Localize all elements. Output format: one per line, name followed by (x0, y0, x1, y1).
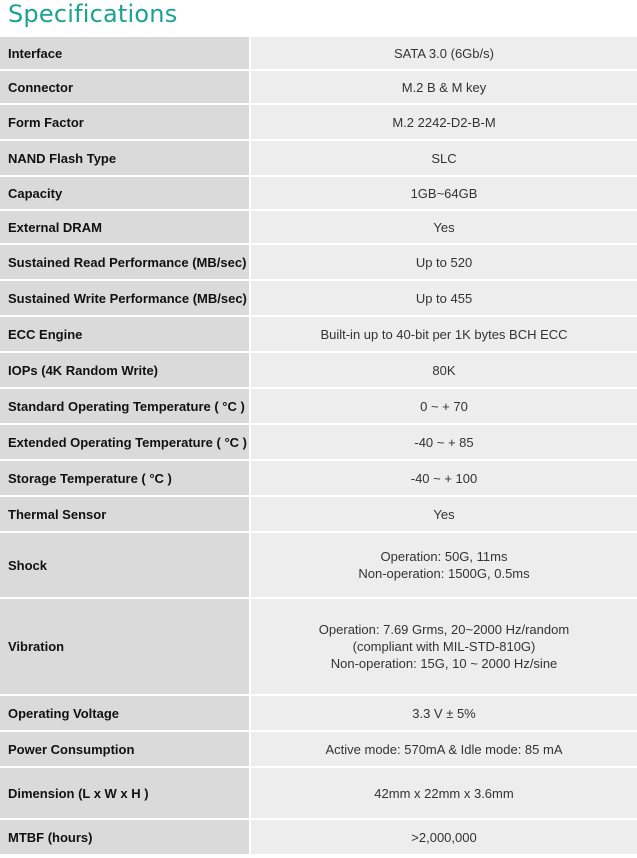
spec-value (249, 425, 637, 459)
spec-label: Dimension (L x W x H ) (0, 768, 249, 818)
spec-value-line: Operation: 50G, 11ms (380, 549, 508, 564)
spec-value-line: 1GB~64GB (410, 185, 478, 201)
table-row (0, 71, 637, 103)
spec-value-line: Non-operation: 15G, 10 ~ 2000 Hz/sine (330, 656, 558, 671)
spec-label: NAND Flash Type (0, 141, 249, 175)
spec-value (249, 732, 637, 766)
table-row (0, 533, 637, 597)
spec-value (249, 533, 637, 597)
spec-value (249, 37, 637, 69)
spec-value-line: 80K (432, 362, 456, 378)
spec-value-line: -40 ~ + 100 (410, 470, 478, 486)
spec-value-line: Built-in up to 40-bit per 1K bytes BCH ECC (320, 326, 568, 342)
spec-value-line: M.2 B & M key (401, 79, 487, 95)
spec-value (249, 211, 637, 243)
table-row (0, 353, 637, 387)
spec-value (249, 317, 637, 351)
spec-value-line: SATA 3.0 (6Gb/s) (394, 45, 494, 61)
spec-label: Thermal Sensor (0, 497, 249, 531)
spec-label: IOPs (4K Random Write) (0, 353, 249, 387)
spec-value-line: >2,000,000 (411, 829, 477, 845)
spec-value-line: Yes (433, 219, 455, 235)
spec-label: External DRAM (0, 211, 249, 243)
spec-value-line: (compliant with MIL-STD-810G) (352, 639, 536, 654)
spec-label: Interface (0, 37, 249, 69)
spec-value-line: 42mm x 22mm x 3.6mm (374, 785, 514, 801)
table-row (0, 768, 637, 818)
table-row (0, 497, 637, 531)
spec-label: Form Factor (0, 105, 249, 139)
spec-value (249, 768, 637, 818)
spec-value (249, 389, 637, 423)
spec-value (249, 105, 637, 139)
spec-label: Power Consumption (0, 732, 249, 766)
spec-label: Extended Operating Temperature ( °C ) (0, 425, 249, 459)
spec-label: Operating Voltage (0, 696, 249, 730)
spec-label: Capacity (0, 177, 249, 209)
spec-label: Standard Operating Temperature ( °C ) (0, 389, 249, 423)
spec-label: Sustained Read Performance (MB/sec) (0, 245, 249, 279)
spec-value (249, 353, 637, 387)
spec-value-line: SLC (431, 150, 457, 166)
table-row (0, 245, 637, 279)
page-title: Specifications (8, 0, 178, 28)
spec-value (249, 141, 637, 175)
spec-label: ECC Engine (0, 317, 249, 351)
table-row (0, 317, 637, 351)
table-row (0, 820, 637, 854)
spec-value (249, 177, 637, 209)
spec-value (249, 71, 637, 103)
spec-value-line: Active mode: 570mA & Idle mode: 85 mA (325, 741, 563, 757)
spec-label: Sustained Write Performance (MB/sec) (0, 281, 249, 315)
spec-value (249, 820, 637, 854)
table-row (0, 211, 637, 243)
table-row (0, 281, 637, 315)
table-row (0, 732, 637, 766)
spec-value (249, 281, 637, 315)
spec-value-line: 3.3 V ± 5% (412, 705, 476, 721)
table-row (0, 105, 637, 139)
spec-value-line: Up to 520 (415, 254, 473, 270)
table-row (0, 141, 637, 175)
spec-value-line: -40 ~ + 85 (414, 434, 474, 450)
spec-value-line: Up to 455 (415, 290, 473, 306)
table-row (0, 696, 637, 730)
spec-value (249, 497, 637, 531)
table-row (0, 37, 637, 69)
table-row (0, 461, 637, 495)
specifications-table (0, 35, 637, 856)
spec-value-line: Operation: 7.69 Grms, 20~2000 Hz/random (318, 622, 570, 637)
spec-value-line: Yes (433, 506, 455, 522)
spec-label: Connector (0, 71, 249, 103)
table-row (0, 599, 637, 694)
spec-label: Shock (0, 533, 249, 597)
spec-value-line: 0 ~ + 70 (420, 398, 468, 414)
spec-value (249, 696, 637, 730)
spec-value-line: M.2 2242-D2-B-M (392, 114, 496, 130)
spec-label: Storage Temperature ( °C ) (0, 461, 249, 495)
spec-value (249, 599, 637, 694)
spec-value (249, 245, 637, 279)
table-row (0, 177, 637, 209)
spec-label: MTBF (hours) (0, 820, 249, 854)
table-row (0, 425, 637, 459)
spec-label: Vibration (0, 599, 249, 694)
spec-value-line: Non-operation: 1500G, 0.5ms (358, 566, 530, 581)
table-row (0, 389, 637, 423)
spec-value (249, 461, 637, 495)
